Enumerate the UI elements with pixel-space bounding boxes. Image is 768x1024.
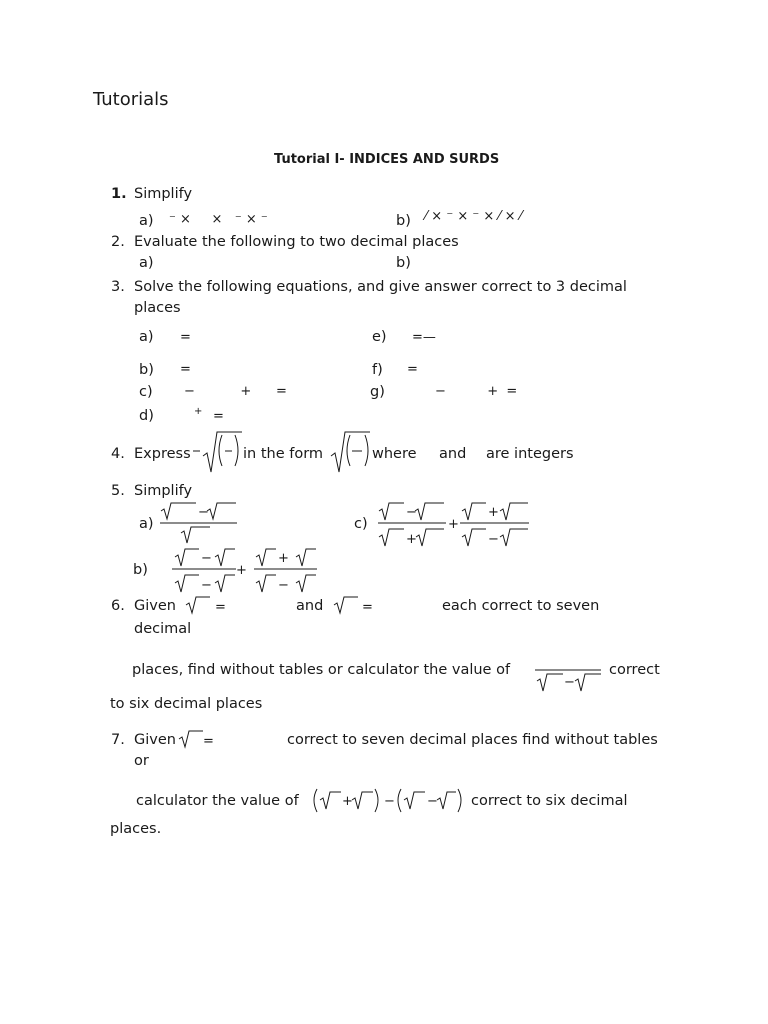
q7-correct-six: correct to six decimal [471, 793, 628, 809]
tutorial-heading: Tutorial I- INDICES AND SURDS [274, 152, 500, 167]
q4-where: where [372, 446, 417, 462]
q7-equals: = [203, 734, 214, 749]
q5-c-expression [376, 501, 531, 549]
svg-text:+: + [488, 505, 499, 520]
q3-d-equals: = [213, 409, 224, 424]
q6-places-find: places, find without tables or calculator the value of [132, 662, 511, 678]
q3-line2: places [134, 300, 181, 316]
q6-equals-2: = [362, 600, 373, 615]
svg-text:−: − [384, 794, 395, 809]
q4-and: and [439, 446, 467, 462]
q5-b-label: b) [133, 562, 148, 578]
svg-text:+: + [278, 551, 289, 566]
q6-and: and [296, 598, 324, 614]
q3-d-plus: + [194, 406, 203, 417]
q5-a-fraction [158, 502, 240, 546]
q6-equals-1: = [215, 600, 226, 615]
q5-a-label: a) [139, 516, 154, 532]
q6-six-decimal: to six decimal places [110, 696, 263, 712]
q1-b-label: b) [396, 213, 411, 229]
svg-text:+: + [342, 794, 353, 809]
svg-text:−: − [201, 578, 212, 593]
svg-text:−: − [278, 578, 289, 593]
q5-b-expression [170, 547, 320, 595]
q3-e-label: e) [372, 329, 387, 345]
q6-sqrt-2 [332, 596, 362, 616]
q7-places: places. [110, 821, 162, 837]
svg-text:−: − [406, 505, 417, 520]
q2-a-label: a) [139, 255, 154, 271]
q6-each-correct: each correct to seven [442, 598, 600, 614]
q5-number: 5. [111, 483, 125, 499]
q3-g-label: g) [370, 384, 385, 400]
q2-number: 2. [111, 234, 125, 250]
q6-decimal: decimal [134, 621, 192, 637]
q3-a-label: a) [139, 329, 154, 345]
q4-are-integers: are integers [486, 446, 574, 462]
q2-b-label: b) [396, 255, 411, 271]
q7-or: or [134, 753, 149, 769]
q6-sqrt-1 [184, 596, 214, 616]
q3-a-equals: = [180, 330, 191, 345]
q4-radical-1 [190, 430, 245, 475]
q7-calculator: calculator the value of [136, 793, 299, 809]
q4-number: 4. [111, 446, 125, 462]
q3-f-equals: = [407, 362, 418, 377]
q7-given: Given [134, 732, 176, 748]
q7-number: 7. [111, 732, 125, 748]
q3-b-equals: = [180, 362, 191, 377]
q6-correct: correct [609, 662, 660, 678]
svg-text:−: − [198, 505, 209, 520]
q4-express: Express [134, 446, 191, 462]
q3-c-symbols: − + = [184, 384, 287, 399]
q1-a-label: a) [139, 213, 154, 229]
q3-c-label: c) [139, 384, 153, 400]
q3-g-symbols: − + = [435, 384, 518, 399]
svg-text:−: − [564, 675, 575, 690]
svg-text:+: + [236, 563, 247, 578]
page-title: Tutorials [93, 89, 169, 110]
q3-number: 3. [111, 279, 125, 295]
svg-text:−: − [201, 551, 212, 566]
q2-text: Evaluate the following to two decimal places [134, 234, 459, 250]
q6-fraction [533, 666, 605, 696]
q3-d-label: d) [139, 408, 154, 424]
q1-a-symbols: ⁻ × × ⁻ × ⁻ [169, 212, 268, 227]
q5-text: Simplify [134, 483, 193, 499]
svg-text:+: + [448, 517, 459, 532]
q4-in-the-form: in the form [243, 446, 324, 462]
q3-line1: Solve the following equations, and give answer correct to 3 decimal [134, 279, 627, 295]
svg-text:+: + [406, 532, 417, 547]
q7-correct-seven: correct to seven decimal places find without tables [287, 732, 658, 748]
q6-given: Given [134, 598, 176, 614]
q3-b-label: b) [139, 362, 154, 378]
q4-radical-2 [328, 430, 378, 475]
q1-number: 1. [111, 186, 127, 202]
q3-f-label: f) [372, 362, 383, 378]
q3-e-equals: =— [412, 330, 436, 345]
svg-text:−: − [427, 794, 438, 809]
q5-c-label: c) [354, 516, 368, 532]
q1-b-symbols: ⁄ × ⁻ × ⁻ × ⁄ × ⁄ [425, 209, 522, 224]
q7-expression [310, 786, 465, 816]
q1-text: Simplify [134, 186, 193, 202]
q6-number: 6. [111, 598, 125, 614]
svg-text:−: − [488, 532, 499, 547]
